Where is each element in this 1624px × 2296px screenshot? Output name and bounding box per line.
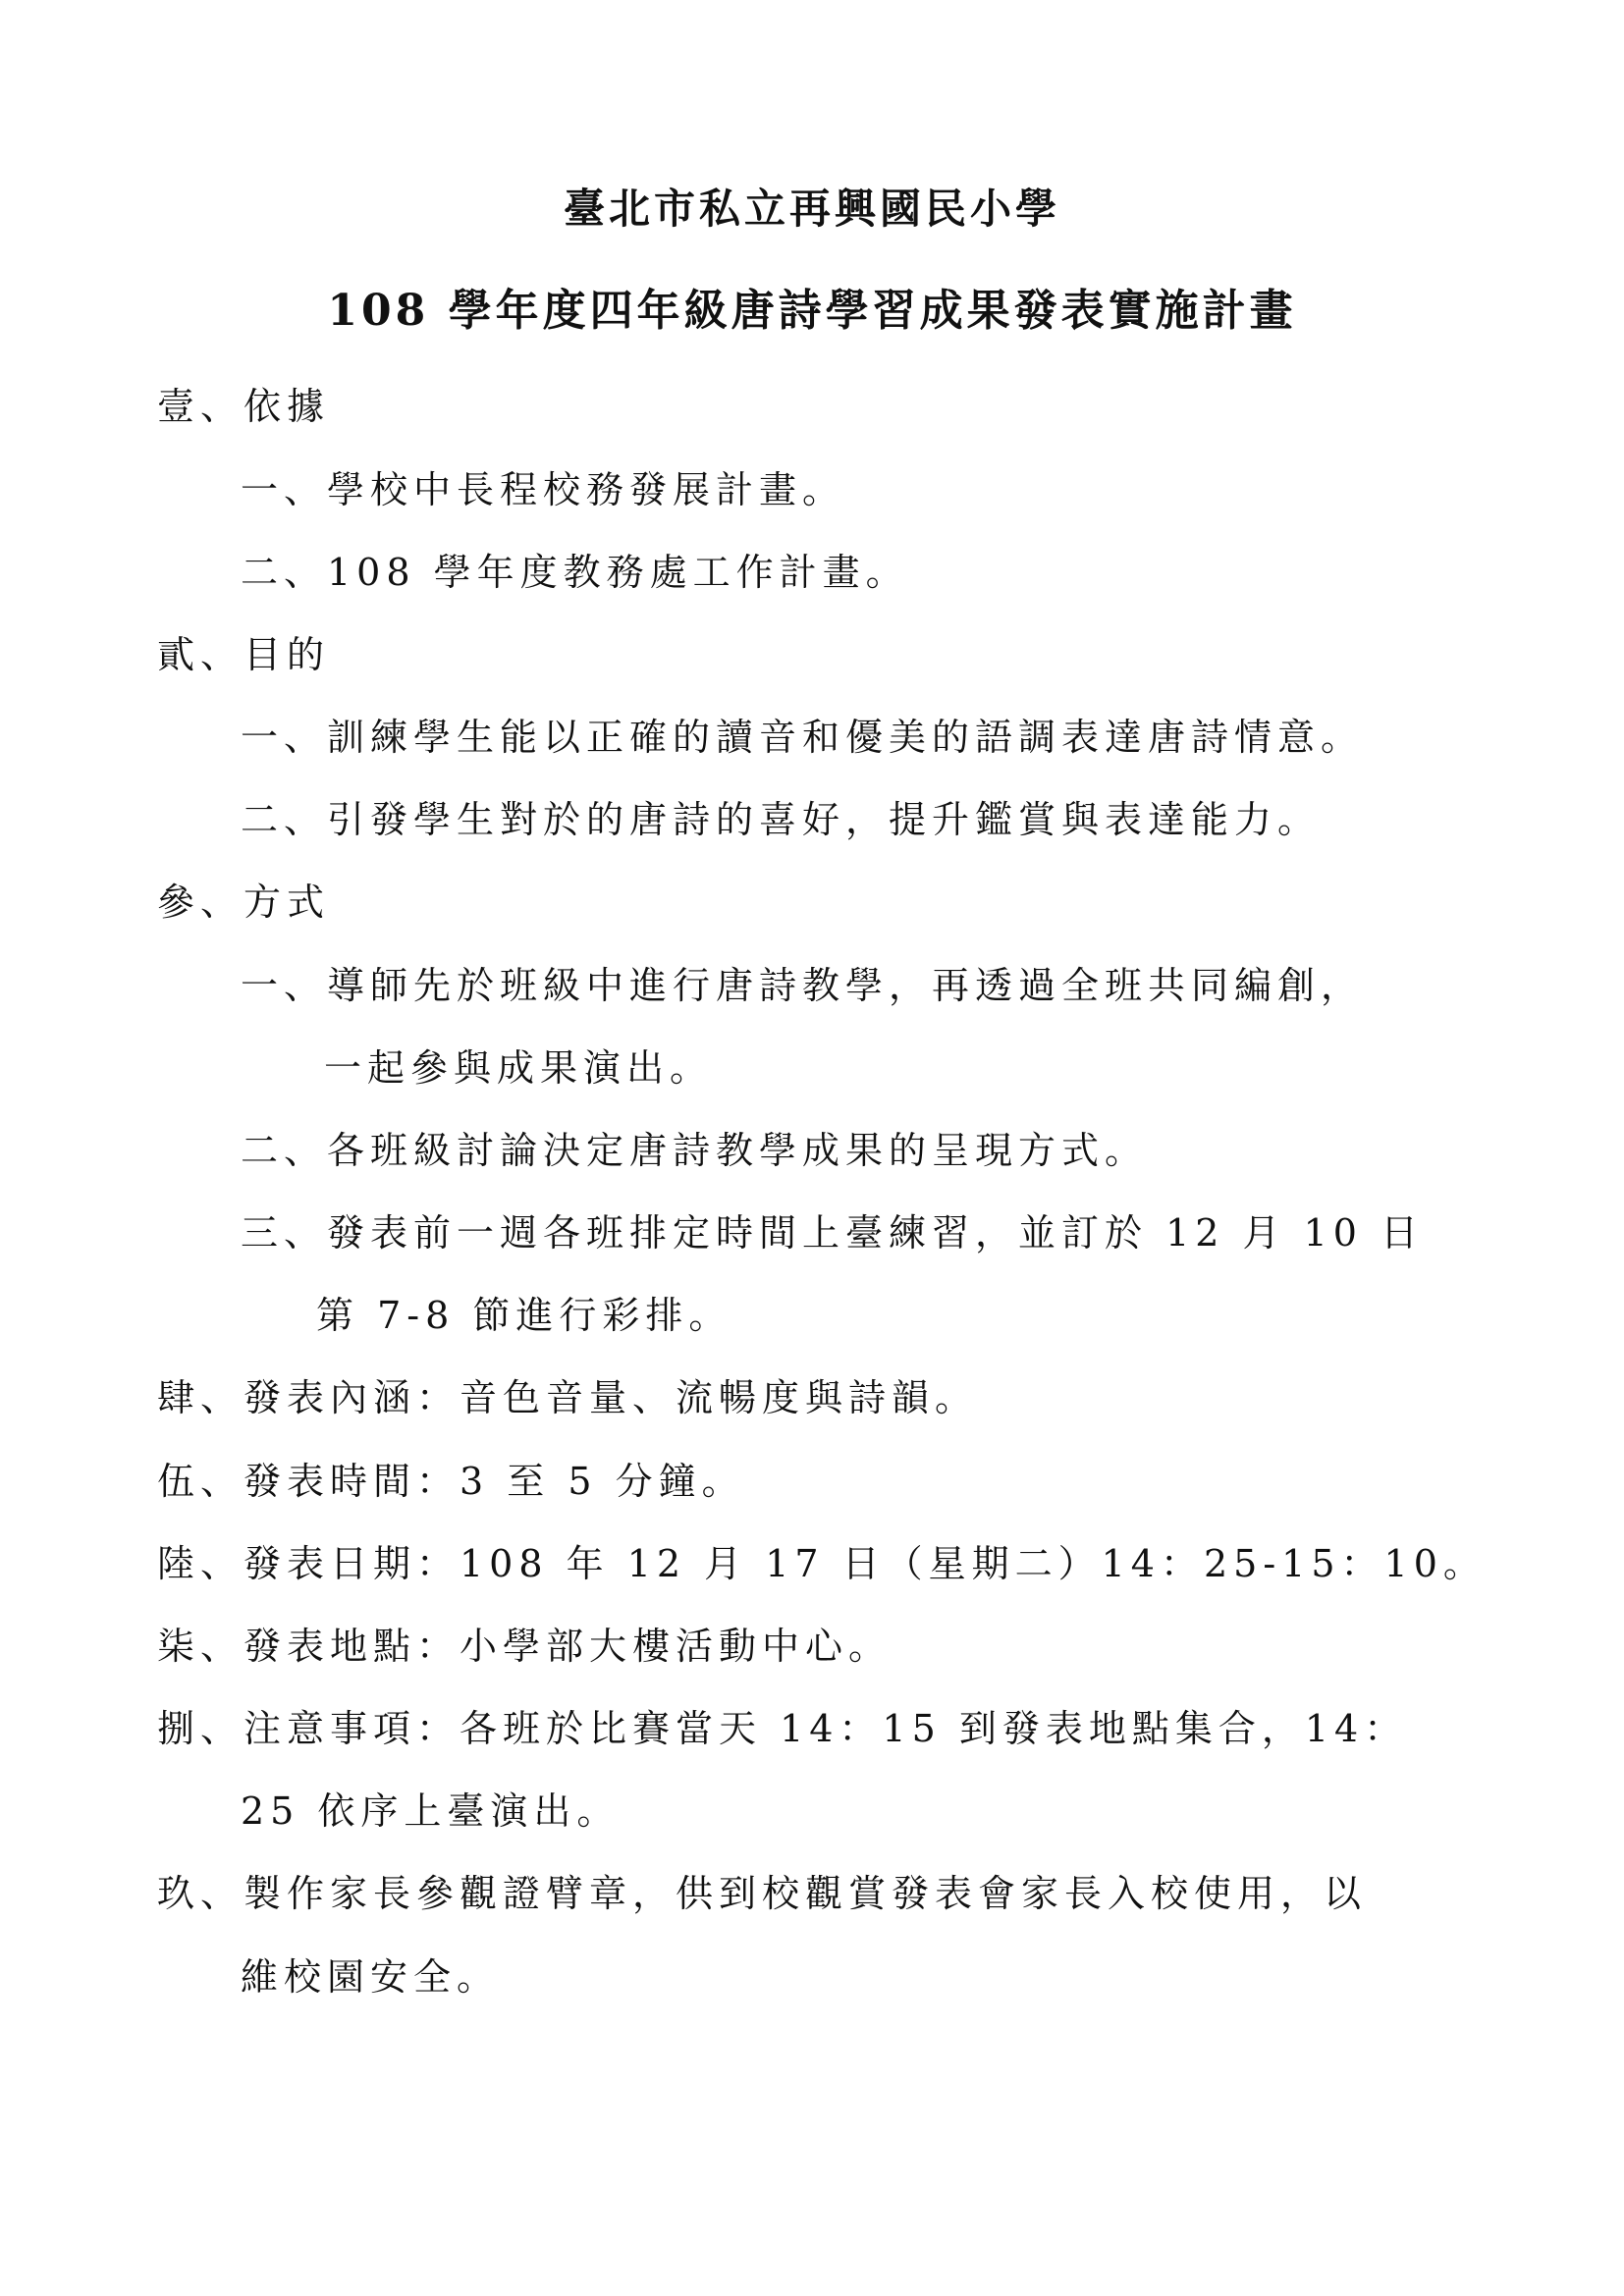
section-5: 伍、發表時間：3 至 5 分鐘。 [157,1460,745,1503]
section-3-heading: 參、方式 [157,881,331,924]
section-7: 柒、發表地點：小學部大樓活動中心。 [157,1625,893,1668]
section-3-item-1-line-2: 一起參與成果演出。 [324,1046,714,1090]
section-9-line-2: 維校園安全。 [241,1955,501,1999]
section-2-item-1: 一、訓練學生能以正確的讀音和優美的語調表達唐詩情意。 [241,716,1365,759]
section-8-line-1: 捌、注意事項：各班於比賽當天 14：15 到發表地點集合，14： [157,1707,1408,1750]
section-4: 肆、發表內涵：音色音量、流暢度與詩韻。 [157,1376,979,1419]
section-3-item-3-line-2: 第 7-8 節進行彩排。 [316,1294,732,1337]
section-1-item-2: 二、108 學年度教務處工作計畫。 [241,551,909,594]
section-2-heading: 貳、目的 [157,633,331,676]
section-3-item-2: 二、各班級討論決定唐詩教學成果的呈現方式。 [241,1129,1149,1172]
section-9-line-1: 玖、製作家長參觀證臂章，供到校觀賞發表會家長入校使用，以 [157,1872,1368,1915]
document-title-plan: 108 學年度四年級唐詩學習成果發表實施計畫 [327,286,1297,336]
document-title-school: 臺北市私立再興國民小學 [563,185,1060,233]
section-1-heading: 壹、依據 [157,385,331,428]
section-8-line-2: 25 依序上臺演出。 [241,1789,621,1833]
section-3-item-1-line-1: 一、導師先於班級中進行唐詩教學，再透過全班共同編創， [241,964,1365,1007]
section-1-item-1: 一、學校中長程校務發展計畫。 [241,468,846,511]
section-2-item-2: 二、引發學生對於的唐詩的喜好，提升鑑賞與表達能力。 [241,798,1322,841]
section-3-item-3-line-1: 三、發表前一週各班排定時間上臺練習，並訂於 12 月 10 日 [241,1211,1425,1255]
section-6: 陸、發表日期：108 年 12 月 17 日（星期二）14：25-15：10。 [157,1542,1487,1585]
